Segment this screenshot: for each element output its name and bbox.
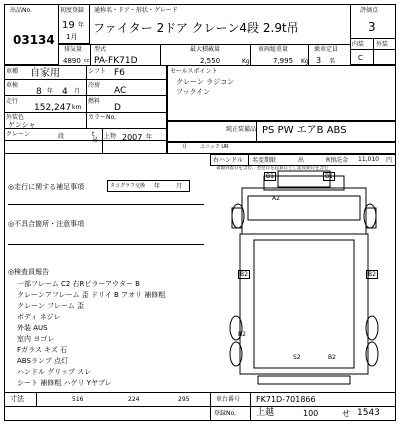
model-code-label: 型式 bbox=[94, 46, 107, 53]
report-line: 一部フレーム C2 右Rピラーアウター B bbox=[17, 280, 140, 288]
lot-label: 出品No. bbox=[10, 7, 32, 14]
grade-value: 3 bbox=[368, 20, 376, 34]
first-reg-month: 1月 bbox=[66, 33, 78, 41]
report-line: ハンドル グリップ スレ bbox=[17, 368, 92, 376]
chassis-label: 車台番号 bbox=[216, 396, 241, 403]
damage-mark: B1 bbox=[325, 173, 333, 180]
tacho-month: 月 bbox=[176, 183, 183, 190]
legal-note: 書類到着日を含む、翌翌日を起算日とし延長期日を含む bbox=[216, 166, 329, 171]
inspection-month: 4 bbox=[62, 87, 68, 97]
period-label: 出 bbox=[298, 157, 305, 164]
inspection-year: 8 bbox=[36, 87, 42, 97]
equipment-label: 純正装備品 bbox=[226, 126, 257, 133]
repair-notes-label: ◎走行に関する補足事項 bbox=[8, 183, 85, 191]
recycle-unit: 円 bbox=[386, 157, 393, 164]
dims-width: 224 bbox=[128, 396, 140, 403]
mileage-label: 走行 bbox=[6, 98, 19, 105]
defect-notes-label: ◎不具合箇所・注意事項 bbox=[8, 220, 85, 228]
aircon-label: 冷房 bbox=[88, 82, 101, 89]
max-load: 2,550 bbox=[200, 57, 221, 65]
color-no-label: カラーNo. bbox=[88, 114, 116, 121]
dims-height: 295 bbox=[178, 396, 190, 403]
crane-unit: t bbox=[92, 131, 95, 138]
grade-label: 評価点 bbox=[360, 7, 379, 14]
report-line: クレーンアフレーム 歪 ドリイ B アオリ 補修粗 bbox=[17, 291, 166, 299]
unic-label: ユニック UR bbox=[200, 144, 229, 150]
fuel-value: D bbox=[114, 103, 121, 113]
inspector-report-label: ◎検査員報告 bbox=[8, 268, 50, 276]
category-label: 車種 bbox=[6, 68, 19, 75]
damage-mark: B2 bbox=[368, 271, 376, 278]
damage-mark: A2 bbox=[272, 195, 280, 202]
reg-place: 上越 bbox=[256, 408, 275, 418]
deck-label: 上物 bbox=[104, 133, 117, 140]
aircon-value: AC bbox=[114, 86, 127, 96]
cc-unit: cc bbox=[84, 58, 90, 64]
model-name: ファイター 2ドア クレーン4段 2.9t吊 bbox=[93, 21, 299, 35]
report-line: クレーン フレーム 歪 bbox=[17, 302, 85, 310]
deck-year: 2007 bbox=[122, 133, 143, 142]
capacity: 3 bbox=[316, 56, 322, 65]
damage-mark: B2 bbox=[240, 271, 248, 278]
dims-label: 寸法 bbox=[10, 395, 24, 403]
inspection-month-label: 月 bbox=[74, 88, 81, 95]
damage-mark: B2 bbox=[238, 331, 246, 338]
exterior-label: 外装 bbox=[376, 41, 389, 48]
first-reg-label: 初度登録 bbox=[60, 7, 85, 14]
transfer-label: 名変期限 bbox=[252, 157, 277, 164]
equipment-value: PS PW エアB ABS bbox=[262, 125, 347, 136]
selling-points-label: セールスポイント bbox=[170, 68, 218, 75]
interior-label: 内装 bbox=[352, 41, 365, 48]
chassis-number: FK71D-701866 bbox=[256, 395, 316, 404]
gross-weight: 7,995 bbox=[273, 57, 294, 65]
report-line: シート 補修粗 ハゲリ Yヤブレ bbox=[17, 379, 112, 387]
first-reg-year: 19 bbox=[62, 20, 75, 31]
recycle-value: 11,010 bbox=[358, 156, 379, 163]
tacho-year: 年 bbox=[154, 183, 161, 190]
reg-class: 100 bbox=[303, 409, 319, 418]
damage-mark: B1 bbox=[266, 173, 274, 180]
reg-number: 1543 bbox=[357, 408, 380, 418]
dims-length: 516 bbox=[72, 396, 84, 403]
fuel-label: 燃料 bbox=[88, 98, 101, 105]
shift-label: シフト bbox=[88, 68, 107, 75]
tacho-label: タコグラフ交換 bbox=[110, 183, 146, 189]
shift-value: F6 bbox=[114, 68, 125, 78]
report-line: Fガラス キズ 石 bbox=[17, 346, 68, 354]
category-value: 自家用 bbox=[30, 68, 60, 79]
damage-mark: S2 bbox=[293, 354, 301, 361]
interior-grade: C bbox=[358, 54, 363, 62]
crane-hook: 吊 bbox=[92, 137, 99, 144]
crane-stage: 段 bbox=[58, 133, 65, 140]
max-load-label: 最大積載量 bbox=[190, 46, 221, 53]
inspection-year-label: 年 bbox=[47, 88, 54, 95]
maker-label: 登録No. bbox=[214, 410, 236, 417]
recycle-label: R預託金 bbox=[326, 157, 349, 164]
report-line: ボディ ネジレ bbox=[17, 313, 61, 321]
lot-number: 03134 bbox=[13, 33, 55, 47]
inspection-label: 車検 bbox=[6, 82, 19, 89]
gross-weight-label: 車両総重量 bbox=[258, 46, 289, 53]
capacity-label: 乗車定員 bbox=[314, 46, 339, 53]
deck-month-label: 月 bbox=[182, 144, 188, 150]
cc-value: 4890 bbox=[63, 57, 81, 65]
mileage-unit: km bbox=[72, 104, 82, 111]
max-load-unit: Kg bbox=[242, 58, 250, 65]
first-reg-year-label: 年 bbox=[78, 22, 85, 29]
ext-color-label: 外装色 bbox=[6, 114, 25, 121]
selling-point-2: フックイン bbox=[176, 88, 211, 96]
deck-year-label: 年 bbox=[146, 134, 153, 141]
selling-point-1: クレーン ラジコン bbox=[176, 78, 235, 86]
report-line: 外装 AUS bbox=[17, 324, 48, 332]
reg-kana: せ bbox=[342, 409, 350, 418]
report-line: 室内 ヨゴレ bbox=[17, 335, 55, 343]
model-code: PA-FK71D bbox=[94, 56, 138, 66]
handle-label: 右ハンドル bbox=[213, 157, 244, 164]
capacity-unit: 名 bbox=[329, 58, 336, 65]
report-line: ABSランプ 点灯 bbox=[17, 357, 69, 365]
mileage-value: 152,247 bbox=[34, 103, 72, 113]
damage-mark: B2 bbox=[328, 354, 336, 361]
model-info-label: 通称名・ドア・形状・グレード bbox=[94, 7, 178, 14]
cc-label: 排気量 bbox=[64, 46, 83, 53]
gross-weight-unit: Kg bbox=[301, 58, 309, 65]
crane-label: クレーン bbox=[6, 131, 30, 138]
damage-diagram bbox=[222, 168, 392, 392]
ext-color-value: ゲンシャ bbox=[8, 121, 36, 129]
